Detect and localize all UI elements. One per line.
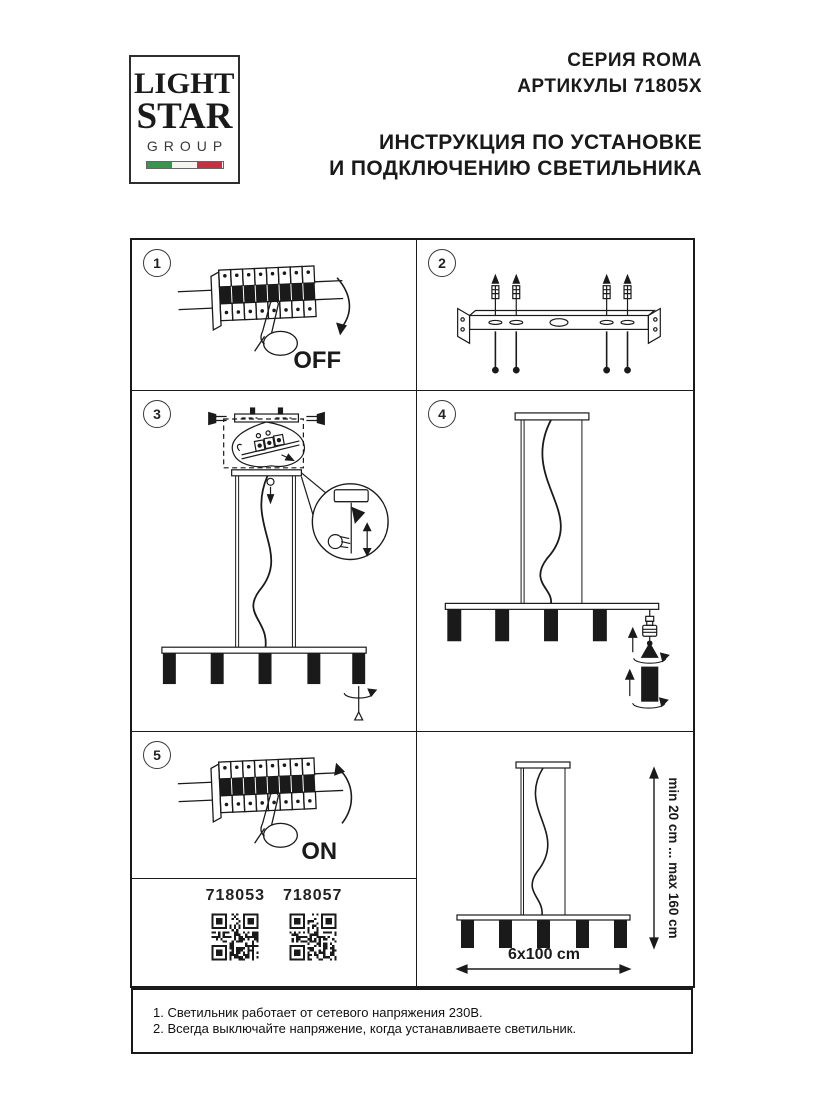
articles-line: АРТИКУЛЫ 71805X [517, 76, 702, 97]
step5-number-badge: 5 [143, 741, 171, 769]
step4-panel [417, 391, 693, 732]
instruction-title-line1: ИНСТРУКЦИЯ ПО УСТАНОВКЕ [378, 131, 702, 154]
step3-panel [132, 391, 417, 732]
instruction-title-line2: И ПОДКЛЮЧЕНИЮ СВЕТИЛЬНИКА [329, 157, 702, 180]
breaker-on-illustration [132, 732, 416, 878]
safety-notes-box [131, 988, 693, 1054]
steps-grid [130, 238, 695, 988]
dimensions-panel [417, 732, 693, 986]
logo-word-light: LIGHT [134, 67, 235, 100]
breaker-off-illustration [132, 240, 416, 390]
canopy-mounting-illustration [132, 391, 416, 731]
qr-code-icon [207, 909, 263, 965]
pendant-dimensions-illustration [417, 732, 693, 986]
step4-number-badge: 4 [428, 400, 456, 428]
height-range-label: min 20 cm ... max 160 cm [666, 777, 681, 939]
document-header [329, 48, 702, 182]
series-title: СЕРИЯ ROMA [567, 50, 702, 71]
note-line-2: 2. Всегда выключайте напряжение, когда устанавливаете светильник. [153, 1021, 577, 1036]
logo-word-group: GROUP [146, 138, 229, 154]
step1-panel [132, 240, 417, 391]
off-label: OFF [293, 347, 342, 375]
flag-red [197, 162, 222, 168]
step3-number-badge: 3 [143, 400, 171, 428]
pendant-assembly-illustration [417, 391, 693, 731]
width-label: 6x100 cm [507, 946, 581, 963]
logo-word-star: STAR [136, 96, 233, 137]
qr-panel [132, 879, 417, 986]
lightstar-logo [129, 55, 240, 184]
qr-label: 718057 [283, 887, 343, 904]
italian-flag-icon [146, 161, 224, 169]
qr-code-icon [285, 909, 341, 965]
qr-block-718057 [283, 887, 342, 965]
bracket-screws-illustration [417, 240, 693, 390]
step2-panel [417, 240, 693, 391]
flag-green [147, 162, 172, 168]
qr-block-718053 [206, 887, 265, 965]
qr-label: 718053 [205, 887, 265, 904]
step5-panel [132, 732, 417, 879]
step1-number-badge: 1 [143, 249, 171, 277]
note-line-1: 1. Светильник работает от сетевого напряжения 230В. [153, 1005, 483, 1020]
flag-white [172, 162, 197, 168]
step2-number-badge: 2 [428, 249, 456, 277]
on-label: ON [301, 838, 338, 866]
